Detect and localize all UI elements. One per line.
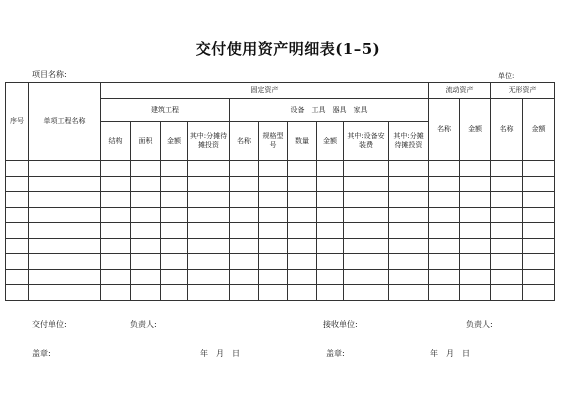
table-cell [6,269,29,285]
table-cell [523,207,555,223]
table-cell [288,223,317,239]
table-cell [161,254,188,270]
table-cell [188,176,230,192]
receive-unit-label: 接收单位: [323,320,358,329]
table-cell [460,269,491,285]
table-cell [389,254,429,270]
table-cell [491,238,523,254]
table-cell [29,269,101,285]
table-cell [317,161,344,177]
table-cell [389,223,429,239]
table-row [6,285,555,301]
header-install-fee: 其中:设备安装费 [344,122,389,161]
header-current-name: 名称 [429,99,460,161]
table-cell [131,223,161,239]
unit-label: 单位: [498,72,515,80]
table-cell [317,238,344,254]
table-cell [131,269,161,285]
table-cell [344,238,389,254]
table-cell [161,192,188,208]
table-cell [131,254,161,270]
table-cell [460,285,491,301]
table-cell [131,207,161,223]
table-cell [523,285,555,301]
responsible-label-right: 负责人: [466,320,493,329]
header-spec-model: 规格型号 [259,122,288,161]
table-cell [259,238,288,254]
table-cell [317,269,344,285]
table-cell [491,176,523,192]
table-cell [29,176,101,192]
header-equipment-share: 其中:分摊待摊投资 [389,122,429,161]
table-cell [161,207,188,223]
table-cell [429,254,460,270]
table-cell [29,254,101,270]
table-cell [101,192,131,208]
table-cell [491,223,523,239]
table-cell [101,269,131,285]
header-current-amount: 金额 [460,99,491,161]
table-cell [230,238,259,254]
header-seq: 序号 [6,83,29,161]
table-cell [230,269,259,285]
table-cell [29,207,101,223]
table-cell [389,238,429,254]
table-cell [429,207,460,223]
table-cell [389,192,429,208]
table-cell [188,223,230,239]
table-cell [523,254,555,270]
header-fixed-assets: 固定资产 [101,83,429,99]
table-cell [344,223,389,239]
table-cell [161,223,188,239]
table-cell [523,192,555,208]
table-cell [344,254,389,270]
table-cell [29,285,101,301]
header-intangible-assets: 无形资产 [491,83,555,99]
seal-label-right: 盖章: [326,349,345,358]
table-cell [101,207,131,223]
table-cell [491,285,523,301]
table-cell [188,254,230,270]
table-row [6,161,555,177]
table-cell [29,238,101,254]
header-construction: 建筑工程 [101,99,230,122]
table-cell [101,223,131,239]
seal-label-left: 盖章: [32,349,51,358]
table-cell [6,176,29,192]
table-cell [131,176,161,192]
table-cell [317,192,344,208]
table-cell [288,238,317,254]
table-cell [6,238,29,254]
table-cell [523,238,555,254]
header-equipment-name: 名称 [230,122,259,161]
table-cell [429,192,460,208]
table-row [6,176,555,192]
table-cell [317,176,344,192]
table-cell [161,176,188,192]
table-cell [288,161,317,177]
table-cell [188,269,230,285]
table-cell [460,207,491,223]
table-cell [491,254,523,270]
table-cell [460,238,491,254]
table-cell [29,223,101,239]
table-cell [429,176,460,192]
table-cell [344,176,389,192]
table-cell [288,192,317,208]
table-cell [317,223,344,239]
table-cell [344,192,389,208]
table-row [6,238,555,254]
table-cell [161,161,188,177]
table-cell [161,285,188,301]
header-intangible-amount: 金额 [523,99,555,161]
table-row [6,269,555,285]
header-equipment: 设备 工具 器具 家具 [230,99,429,122]
table-cell [101,238,131,254]
table-cell [344,285,389,301]
table-cell [288,269,317,285]
table-cell [131,238,161,254]
table-cell [259,161,288,177]
table-cell [317,254,344,270]
table-cell [460,161,491,177]
table-cell [523,269,555,285]
table-cell [259,254,288,270]
table-cell [29,192,101,208]
table-cell [230,285,259,301]
table-cell [259,176,288,192]
table-cell [259,192,288,208]
table-row [6,254,555,270]
table-cell [523,161,555,177]
table-cell [6,207,29,223]
table-cell [491,192,523,208]
header-area: 面积 [131,122,161,161]
date-label-left: 年 月 日 [200,349,240,358]
table-cell [389,269,429,285]
table-cell [429,161,460,177]
table-cell [188,285,230,301]
table-cell [6,254,29,270]
table-cell [101,176,131,192]
header-current-assets: 流动资产 [429,83,491,99]
table-cell [460,192,491,208]
table-cell [389,285,429,301]
table-cell [460,176,491,192]
header-equipment-amount: 金额 [317,122,344,161]
header-construction-share: 其中:分摊待摊投资 [188,122,230,161]
table-cell [523,223,555,239]
table-cell [230,254,259,270]
header-construction-amount: 金额 [161,122,188,161]
table-cell [131,192,161,208]
table-cell [101,161,131,177]
table-cell [288,176,317,192]
table-cell [161,238,188,254]
table-row [6,223,555,239]
table-cell [230,223,259,239]
table-cell [288,207,317,223]
table-cell [101,285,131,301]
table-cell [188,192,230,208]
table-cell [491,269,523,285]
table-cell [29,161,101,177]
project-name-label: 项目名称: [32,70,67,79]
header-quantity: 数量 [288,122,317,161]
table-cell [344,161,389,177]
table-cell [491,161,523,177]
table-cell [259,285,288,301]
table-cell [460,254,491,270]
table-cell [230,192,259,208]
table-cell [131,285,161,301]
table-cell [491,207,523,223]
table-cell [344,269,389,285]
table-cell [317,285,344,301]
table-cell [230,207,259,223]
table-cell [188,161,230,177]
asset-detail-table [5,82,555,301]
table-cell [429,269,460,285]
table-cell [288,285,317,301]
table-cell [389,161,429,177]
table-cell [259,269,288,285]
table-cell [230,176,259,192]
table-cell [429,285,460,301]
table-cell [344,207,389,223]
table-cell [259,207,288,223]
header-structure: 结构 [101,122,131,161]
table-cell [429,238,460,254]
table-cell [230,161,259,177]
table-cell [317,207,344,223]
table-cell [523,176,555,192]
page-title: 交付使用资产明细表(1–5) [195,40,381,58]
table-cell [389,207,429,223]
header-item-name: 单项工程名称 [29,83,101,161]
table-row [6,192,555,208]
table-cell [101,254,131,270]
table-row [6,207,555,223]
table-cell [188,238,230,254]
table-cell [460,223,491,239]
table-cell [188,207,230,223]
table-cell [161,269,188,285]
table-cell [389,176,429,192]
date-label-right: 年 月 日 [430,349,470,358]
table-cell [6,223,29,239]
table-cell [131,161,161,177]
header-intangible-name: 名称 [491,99,523,161]
deliver-unit-label: 交付单位: [32,320,67,329]
table-cell [6,192,29,208]
responsible-label-left: 负责人: [130,320,157,329]
table-cell [259,223,288,239]
table-cell [288,254,317,270]
table-cell [6,161,29,177]
table-cell [6,285,29,301]
table-cell [429,223,460,239]
